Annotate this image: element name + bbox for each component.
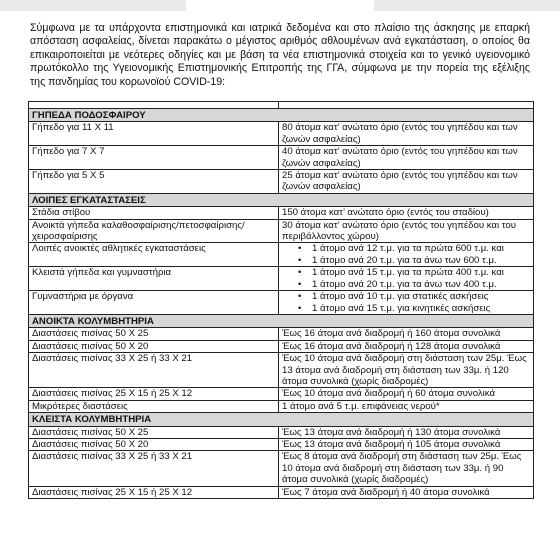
limit-cell: 150 άτομα κατ’ ανώτατο όριο (εντός του σταδίου) [279, 207, 534, 219]
facility-cell: Κλειστά γήπεδα και γυμναστήρια [29, 267, 279, 291]
table-row [29, 388, 534, 400]
facility-cell: Διαστάσεις πισίνας 33 Χ 25 ή 33 Χ 21 [29, 353, 279, 388]
section-header-row [29, 109, 534, 122]
document-tab [186, 0, 374, 11]
facility-cell: Διαστάσεις πισίνας 50 Χ 25 [29, 328, 279, 340]
facility-cell: Ανοικτά γήπεδα καλαθοσφαίρισης/πετοσφαίρισης/χειροσφαίρισης [29, 219, 279, 243]
limit-cell: Έως 10 άτομα ανά διαδρομή ή 60 άτομα συνολικά [279, 388, 534, 400]
table-row [29, 291, 534, 315]
facility-cell: Γήπεδο για 11 Χ 11 [29, 122, 279, 146]
limit-cell: 80 άτομα κατ’ ανώτατο όριο (εντός του γηπέδου και των ζωνών ασφαλείας) [279, 122, 534, 146]
limit-cell: 30 άτομα κατ’ ανώτατο όριο (εντός του γηπέδου και του περιβάλλοντος χώρου) [279, 219, 534, 243]
section-title: ΓΗΠΕΔΑ ΠΟΔΟΣΦΑΙΡΟΥ [29, 109, 534, 122]
facility-cell: Διαστάσεις πισίνας 25 Χ 15 ή 25 Χ 12 [29, 486, 279, 498]
limit-cell: Έως 13 άτομα ανά διαδρομή ή 130 άτομα συνολικά [279, 426, 534, 438]
limit-cell: 40 άτομα κατ’ ανώτατο όριο (εντός του γηπέδου και των ζωνών ασφαλείας) [279, 146, 534, 170]
facility-cell: Στάδια στίβου [29, 207, 279, 219]
section-header-row [29, 314, 534, 327]
table-row [29, 353, 534, 388]
facility-cell: Διαστάσεις πισίνας 25 Χ 15 ή 25 Χ 12 [29, 388, 279, 400]
table-row [29, 340, 534, 352]
limit-bullet-item: • 1 άτομο ανά 10 τ.μ. για στατικές ασκήσεις [312, 291, 530, 302]
limit-bullet-list [282, 291, 530, 314]
table-row [29, 451, 534, 486]
section-header-row [29, 413, 534, 426]
limit-cell [279, 291, 534, 315]
limit-cell [279, 267, 534, 291]
limit-bullet-item: • 1 άτομο ανά 15 τ.μ. για κινητικές ασκήσεις [312, 303, 530, 314]
table-row [29, 438, 534, 450]
limit-bullet-list [282, 243, 530, 266]
table-row [29, 122, 534, 146]
table-row [29, 170, 534, 194]
table-row [29, 486, 534, 498]
intro-paragraph: Σύμφωνα με τα υπάρχοντα επιστημονικά και ιατρικά δεδομένα και στο πλαίσιο της άσκησης με επαρκή απόσταση ασφαλείας, δίνεται παρακάτω ο μέγιστος αριθμός αθλουμένων ανά εγκατάσταση, ο οποίος θα επικαιροποιείται με νεότερες οδηγίες και με βάση τα νέα επιστημονικά στοιχεία και το γενικό υγειονομικό πρωτόκολλο της Υγειονομικής Επιστημονικής Επιτροπής της ΓΓΑ, σύμφωνα με την πορεία της εξέλιξης της πανδημίας του κορωνοϊού COVID-19: [30, 21, 530, 88]
limit-cell: Έως 7 άτομα ανά διαδρομή ή 40 άτομα συνολικά [279, 486, 534, 498]
facility-cell: Γήπεδο για 7 Χ 7 [29, 146, 279, 170]
facility-cell: Διαστάσεις πισίνας 33 Χ 25 ή 33 Χ 21 [29, 451, 279, 486]
table-body [29, 102, 534, 499]
table-row [29, 267, 534, 291]
table-row [29, 400, 534, 412]
table-row [29, 328, 534, 340]
facility-cell: Διαστάσεις πισίνας 50 Χ 20 [29, 438, 279, 450]
limit-bullet-item: • 1 άτομο ανά 20 τ.μ. για τα άνω των 600 τ.μ. [312, 255, 530, 266]
spacer-cell [279, 102, 534, 109]
limit-cell: Έως 10 άτομα ανά διαδρομή στη διάσταση των 25μ. Έως 13 άτομα ανά διαδρομή στη διάσταση των 33μ. ή 120 άτομα συνολικά (χωρίς διαδρομές) [279, 353, 534, 388]
table-row [29, 243, 534, 267]
facility-cell: Λοιπές ανοικτές αθλητικές εγκαταστάσεις [29, 243, 279, 267]
facility-capacity-table [28, 101, 534, 499]
table-row [29, 207, 534, 219]
facility-cell: Διαστάσεις πισίνας 50 Χ 25 [29, 426, 279, 438]
limit-cell: 25 άτομα κατ’ ανώτατο όριο (εντός του γηπέδου και των ζωνών ασφαλείας) [279, 170, 534, 194]
table-spacer-row [29, 102, 534, 109]
spacer-cell [29, 102, 279, 109]
limit-bullet-list [282, 267, 530, 290]
table-row [29, 219, 534, 243]
facility-cell: Γυμναστήρια με όργανα [29, 291, 279, 315]
limit-cell [279, 243, 534, 267]
facility-cell: Γήπεδο για 5 Χ 5 [29, 170, 279, 194]
section-title: ΑΝΟΙΚΤΑ ΚΟΛΥΜΒΗΤΗΡΙΑ [29, 314, 534, 327]
section-header-row [29, 193, 534, 206]
top-toolbar-strip [0, 0, 560, 11]
section-title: ΛΟΙΠΕΣ ΕΓΚΑΤΑΣΤΑΣΕΙΣ [29, 193, 534, 206]
facility-cell: Διαστάσεις πισίνας 50 Χ 20 [29, 340, 279, 352]
limit-cell: Έως 13 άτομα ανά διαδρομή ή 105 άτομα συνολικά [279, 438, 534, 450]
section-title: ΚΛΕΙΣΤΑ ΚΟΛΥΜΒΗΤΗΡΙΑ [29, 413, 534, 426]
limit-bullet-item: • 1 άτομο ανά 12 τ.μ. για τα πρώτα 600 τ.μ. και [312, 243, 530, 254]
limit-cell: Έως 8 άτομα ανά διαδρομή στη διάσταση των 25μ. Έως 10 άτομα ανά διαδρομή στη διάσταση των 33μ. ή 90 άτομα συνολικά (χωρίς διαδρομές) [279, 451, 534, 486]
limit-cell: Έως 16 άτομα ανά διαδρομή ή 160 άτομα συνολικά [279, 328, 534, 340]
limit-bullet-item: • 1 άτομο ανά 15 τ.μ. για τα πρώτα 400 τ.μ. και [312, 267, 530, 278]
facility-cell: Μικρότερες διαστάσεις [29, 400, 279, 412]
table-row [29, 426, 534, 438]
limit-cell: Έως 16 άτομα ανά διαδρομή ή 128 άτομα συνολικά [279, 340, 534, 352]
table-row [29, 146, 534, 170]
limit-bullet-item: • 1 άτομο ανά 20 τ.μ. για τα άνω των 400 τ.μ. [312, 279, 530, 290]
limit-cell: 1 άτομο ανά 5 τ.μ. επιφάνειας νερού* [279, 400, 534, 412]
